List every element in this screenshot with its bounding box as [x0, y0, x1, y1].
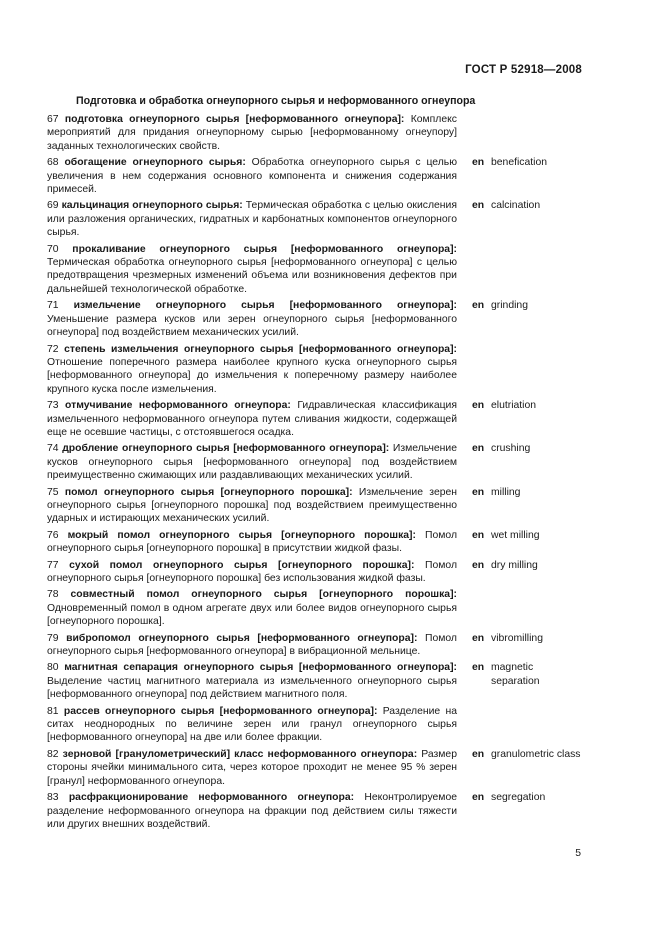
page-number: 5 — [575, 848, 581, 859]
term-definition-block — [47, 529, 457, 556]
term-definition: Помол огнеупорного сырья [огнеупорного порошка] без использования жидкой фазы. — [47, 559, 458, 584]
term-number: 69 — [47, 200, 59, 212]
english-equivalent: elutriation — [491, 400, 537, 412]
foreign-equivalent — [472, 705, 582, 745]
term-number: 81 — [47, 705, 59, 717]
term-definition-block — [47, 113, 457, 153]
term-entry — [47, 442, 607, 482]
foreign-equivalent — [472, 559, 582, 586]
term-name: вибропомол огнеупорного сырья [неформованного огнеупора]: — [66, 632, 418, 644]
term-number: 75 — [47, 486, 59, 498]
term-number: 71 — [47, 300, 59, 312]
term-name: прокаливание огнеупорного сырья [неформованного огнеупора]: — [72, 243, 457, 255]
language-code — [472, 343, 491, 397]
term-name: степень измельчения огнеупорного сырья [неформованного огнеупора]: — [64, 343, 457, 355]
foreign-equivalent — [472, 791, 582, 831]
term-number: 67 — [47, 114, 59, 125]
term-number: 70 — [47, 243, 59, 255]
language-code: en — [472, 400, 485, 412]
english-equivalent: vibromilling — [491, 632, 543, 644]
section-title: Подготовка и обработка огнеупорного сырья и неформованного огнеупора — [76, 95, 476, 107]
term-definition: Разделение на ситах неоднородных по величине зерен или гранул огнеупорного сырья [неформованного огнеупора] на две или более фракции. — [47, 705, 458, 744]
foreign-equivalent — [472, 632, 582, 659]
english-equivalent: milling — [491, 486, 521, 498]
language-code: en — [472, 486, 485, 498]
term-name: совместный помол огнеупорного сырья [огнеупорного порошка]: — [70, 589, 457, 601]
term-definition: Отношение поперечного размера наиболее крупного куска огнеупорного сырья [неформованного огнеупора] до измельчения к поперечному размеру наиболее крупного куска после измельчения. — [47, 356, 457, 395]
term-name: кальцинация огнеупорного сырья: — [61, 200, 243, 212]
term-entry — [47, 559, 607, 586]
term-entry — [47, 705, 607, 745]
english-equivalent: wet milling — [491, 529, 540, 541]
term-entry — [47, 156, 607, 196]
foreign-equivalent — [472, 343, 582, 397]
term-definition-block — [47, 399, 457, 439]
foreign-equivalent — [472, 243, 582, 297]
foreign-equivalent — [472, 299, 582, 339]
language-code: en — [472, 632, 485, 644]
foreign-equivalent — [472, 399, 582, 439]
term-number: 80 — [47, 662, 59, 674]
term-definition: Комплекс мероприятий для придания огнеупорному сырью [неформованному огнеупору] заданных технологических свойств. — [47, 114, 457, 152]
term-definition-block — [47, 661, 457, 701]
foreign-equivalent — [472, 661, 582, 701]
term-definition-block — [47, 299, 457, 339]
term-name: дробление огнеупорного сырья [неформованного огнеупора]: — [62, 443, 390, 455]
term-definition-block — [47, 199, 457, 239]
term-name: обогащение огнеупорного сырья: — [64, 157, 246, 169]
language-code: en — [472, 559, 485, 571]
english-equivalent — [491, 588, 582, 628]
term-definition: Термическая обработка с целью окисления или разложения органических, гидратных и карбонатных компонентов огнеупорного сырья. — [47, 200, 457, 239]
term-definition: Гидравлическая классификация измельченного неформованного огнеупора путем сливания жидкости, содержащей еще не осевшие частицы, с отстоявшегося осадка. — [47, 400, 457, 438]
foreign-equivalent — [472, 442, 582, 482]
term-number: 83 — [47, 792, 59, 804]
foreign-equivalent — [472, 588, 582, 628]
term-name: измельчение огнеупорного сырья [неформованного огнеупора]: — [73, 300, 458, 312]
term-entry — [47, 243, 607, 297]
language-code — [472, 243, 491, 297]
term-definition: Одновременный помол в одном агрегате двух или более видов огнеупорного сырья [огнеупорного порошка]. — [47, 602, 457, 628]
language-code — [472, 113, 491, 153]
term-number: 68 — [47, 157, 59, 169]
term-entry — [47, 399, 607, 439]
foreign-equivalent — [472, 748, 582, 788]
term-entry — [47, 199, 607, 239]
term-entry — [47, 299, 607, 339]
term-number: 78 — [47, 589, 59, 601]
term-name: магнитная сепарация огнеупорного сырья [неформованного огнеупора]: — [64, 662, 458, 674]
term-entry — [47, 529, 607, 556]
term-definition-block — [47, 791, 457, 831]
language-code: en — [472, 662, 485, 674]
term-definition-block — [47, 156, 457, 196]
term-definition: Уменьшение размера кусков или зерен огнеупорного сырья [неформованного огнеупора] под воздействием механических усилий. — [47, 313, 457, 339]
foreign-equivalent — [472, 199, 582, 239]
english-equivalent: magnetic separation — [491, 662, 540, 687]
term-name: мокрый помол огнеупорного сырья [огнеупорного порошка]: — [67, 529, 416, 541]
english-equivalent — [491, 343, 582, 397]
term-definition: Помол огнеупорного сырья [неформованного огнеупора] в вибрационной мельнице. — [47, 632, 457, 658]
term-number: 82 — [47, 748, 59, 760]
term-entry — [47, 748, 607, 788]
language-code: en — [472, 443, 485, 455]
term-number: 72 — [47, 343, 59, 355]
term-definition: Неконтролируемое разделение неформованного огнеупора на фракции под действием силы тяжести или других внешних воздействий. — [47, 792, 458, 830]
term-entry — [47, 632, 607, 659]
term-name: отмучивание неформованного огнеупора: — [65, 400, 291, 412]
term-name: расфракционирование неформованного огнеупора: — [68, 792, 355, 804]
term-number: 73 — [47, 400, 59, 412]
term-name: рассев огнеупорного сырья [неформованного огнеупора]: — [63, 705, 378, 717]
term-name: помол огнеупорного сырья [огнеупорного порошка]: — [64, 486, 353, 498]
term-definition: Термическая обработка огнеупорного сырья [неформованного огнеупора] с целью предотвращения чрезмерных изменений объема или возникновения дефектов при дальнейшей технологической обработке. — [47, 257, 457, 295]
language-code: en — [472, 529, 485, 541]
term-entry — [47, 113, 607, 153]
term-definition-block — [47, 343, 457, 397]
english-equivalent — [491, 705, 582, 745]
language-code: en — [472, 792, 485, 804]
term-definition-block — [47, 588, 457, 628]
english-equivalent: benefication — [491, 157, 548, 169]
term-definition: Измельчение кусков огнеупорного сырья [неформованного огнеупора] под воздействием преимущественно сжимающих или раздавливающих механических усилий. — [47, 443, 458, 482]
term-definition-block — [47, 243, 457, 297]
term-number: 76 — [47, 529, 59, 541]
language-code: en — [472, 300, 485, 312]
term-definition-block — [47, 559, 457, 586]
english-equivalent: segregation — [491, 792, 546, 804]
language-code — [472, 705, 491, 745]
term-definition-block — [47, 705, 457, 745]
term-entry — [47, 791, 607, 831]
term-definition-block — [47, 632, 457, 659]
language-code: en — [472, 157, 485, 169]
term-name: подготовка огнеупорного сырья [неформованного огнеупора]: — [64, 114, 405, 125]
term-definition: Размер стороны ячейки минимального сита, через которое проходит не менее 95 % зерен [гранул] неформованного огнеупора. — [47, 748, 457, 787]
term-definition-block — [47, 486, 457, 526]
term-definition-block — [47, 442, 457, 482]
term-entry — [47, 661, 607, 701]
term-entry — [47, 343, 607, 397]
term-definition: Выделение частиц магнитного материала из измельченного огнеупорного сырья [неформованного огнеупора] под действием магнитного поля. — [47, 675, 457, 701]
english-equivalent: crushing — [491, 443, 531, 455]
term-definition: Обработка огнеупорного сырья с целью увеличения в нем содержания основного компонента и снижения содержания примесей. — [47, 157, 457, 196]
term-entry — [47, 588, 607, 628]
term-definition: Помол огнеупорного сырья [огнеупорного порошка] в присутствии жидкой фазы. — [47, 529, 458, 555]
foreign-equivalent — [472, 486, 582, 526]
foreign-equivalent — [472, 113, 582, 153]
language-code — [472, 588, 491, 628]
english-equivalent: dry milling — [491, 559, 538, 571]
term-entry — [47, 486, 607, 526]
english-equivalent: grinding — [491, 300, 528, 312]
term-definition: Измельчение зерен огнеупорного сырья [огнеупорного порошка] под воздействием преимущественно ударных и истирающих механических усилий. — [47, 486, 458, 525]
term-name: зерновой [гранулометрический] класс неформованного огнеупора: — [62, 748, 418, 760]
language-code: en — [472, 748, 485, 760]
english-equivalent — [491, 243, 582, 297]
language-code: en — [472, 200, 485, 212]
foreign-equivalent — [472, 529, 582, 556]
term-name: сухой помол огнеупорного сырья [огнеупорного порошка]: — [69, 559, 415, 571]
english-equivalent: granulometric class — [491, 748, 581, 760]
english-equivalent — [491, 113, 582, 153]
foreign-equivalent — [472, 156, 582, 196]
term-number: 77 — [47, 559, 59, 571]
term-list — [47, 113, 607, 834]
standard-header: ГОСТ Р 52918—2008 — [465, 64, 582, 76]
term-number: 74 — [47, 443, 59, 455]
english-equivalent: calcination — [491, 200, 541, 212]
term-number: 79 — [47, 632, 59, 644]
term-definition-block — [47, 748, 457, 788]
